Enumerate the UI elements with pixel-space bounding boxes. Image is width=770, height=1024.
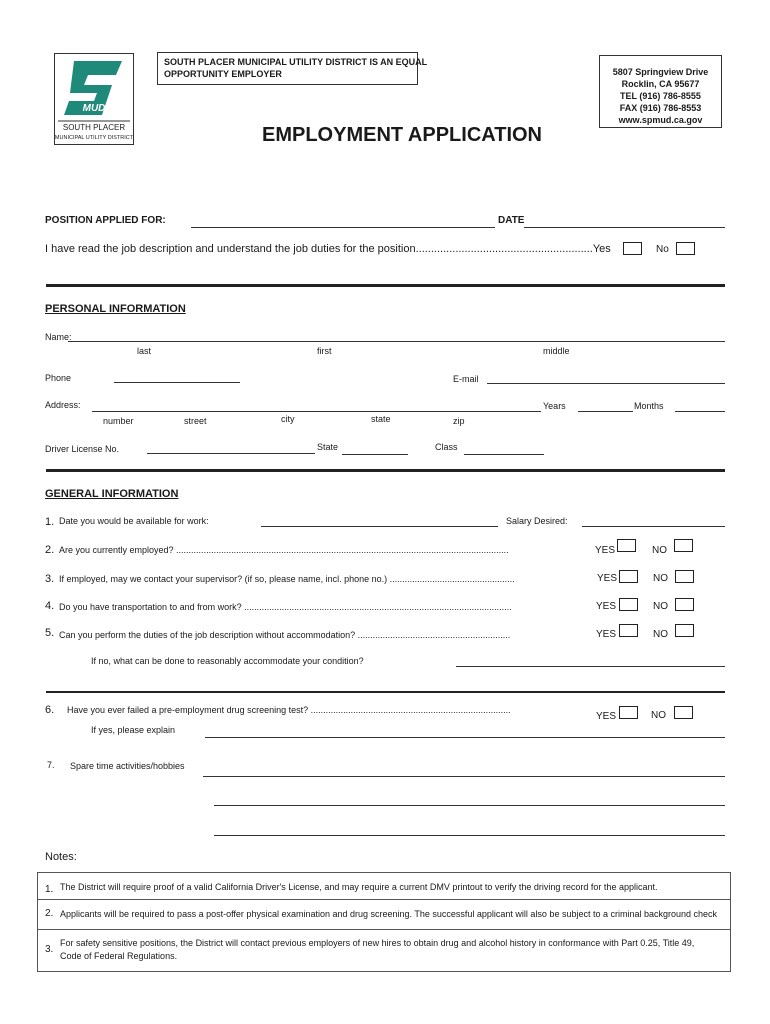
q6-number: 6. [45,704,55,716]
district-address-box [599,55,722,128]
note-3-text-line-1: For safety sensitive positions, the District will contact previous employers of new hires to obtain drug and alcohol history in conformance with Part 0.25, Title 49, [60,938,695,948]
years-label: Years [543,401,566,411]
q3-text: If employed, may we contact your supervisor? (if so, please name, incl. phone no.) .................................................. [59,574,515,584]
q2-yes-label: YES [595,545,616,556]
section-divider [46,284,725,287]
note-2-number: 2. [45,908,54,919]
accommodation-field[interactable] [456,666,725,667]
drug-test-explanation-field[interactable] [205,737,725,738]
q2-no-label: NO [652,545,667,556]
address-street-caption: street [184,416,207,426]
notes-label: Notes: [45,851,77,863]
q5-yes-checkbox[interactable] [619,624,638,637]
address-line-1: 5807 Springview Drive [612,67,709,77]
note-3-box [37,929,731,972]
q3-yes-checkbox[interactable] [619,570,638,583]
svg-text:SOUTH PLACER: SOUTH PLACER [62,123,126,132]
email-label: E-mail [453,374,479,384]
svg-text:MUNICIPAL UTILITY DISTRICT: MUNICIPAL UTILITY DISTRICT [54,135,134,141]
q6-no-label: NO [651,710,666,721]
q1-text: Date you would be available for work: [59,516,209,526]
page-title: EMPLOYMENT APPLICATION [262,124,542,146]
job-description-no-label: No [656,244,669,255]
eeo-statement-box [157,52,428,85]
position-label: POSITION APPLIED FOR: [45,215,166,226]
license-class-field[interactable] [464,454,544,455]
hobbies-field-1[interactable] [203,776,725,777]
district-logo [54,53,134,145]
q7-number: 7. [47,760,55,770]
license-state-field[interactable] [342,454,408,455]
q3-yes-label: YES [597,573,618,584]
address-city-caption: city [281,414,295,424]
q5-no-label: NO [653,629,668,640]
address-state-caption: state [371,414,391,424]
note-3-number: 3. [45,944,54,955]
q2-number: 2. [45,544,55,556]
q5-no-checkbox[interactable] [675,624,694,637]
personal-info-heading: PERSONAL INFORMATION [45,303,186,315]
job-description-yes-checkbox[interactable] [623,242,642,255]
telephone: TEL (916) 786-8555 [620,91,701,101]
q6-yes-label: YES [596,711,617,722]
q2-text: Are you currently employed? ..................................................................................................................................... [59,545,509,555]
q4-no-label: NO [653,601,668,612]
phone-field[interactable] [114,382,240,383]
months-field[interactable] [675,411,725,412]
salary-field[interactable] [582,526,725,527]
q4-number: 4. [45,600,55,612]
q3-no-label: NO [653,573,668,584]
name-middle-caption: middle [543,346,570,356]
q4-yes-checkbox[interactable] [619,598,638,611]
months-label: Months [634,401,664,411]
address-number-caption: number [103,416,134,426]
address-line-2: Rocklin, CA 95677 [621,79,700,89]
q4-no-checkbox[interactable] [675,598,694,611]
phone-label: Phone [45,373,72,383]
note-3-text-line-2: Code of Federal Regulations. [60,951,178,961]
hobbies-field-3[interactable] [214,835,725,836]
date-field[interactable] [524,227,725,228]
q2-no-checkbox[interactable] [674,539,693,552]
svg-text:MUD: MUD [82,103,106,114]
note-1-text: The District will require proof of a valid California Driver's License, and may require a current DMV printout to verify the driving record for the applicant. [60,882,658,892]
note-2-box [37,899,731,930]
available-date-field[interactable] [261,526,498,527]
salary-label: Salary Desired: [506,516,568,526]
job-description-statement: I have read the job description and understand the job duties for the position..........................................................Yes [45,243,611,255]
q3-no-checkbox[interactable] [675,570,694,583]
q5-followup: If no, what can be done to reasonably accommodate your condition? [91,656,364,666]
q6-followup: If yes, please explain [91,725,176,735]
general-info-heading: GENERAL INFORMATION [45,488,179,500]
address-field[interactable] [92,411,541,412]
q7-text: Spare time activities/hobbies [70,761,185,771]
q3-number: 3. [45,573,55,585]
name-last-caption: last [137,346,152,356]
q5-number: 5. [45,627,55,639]
years-field[interactable] [578,411,633,412]
website: www.spmud.ca.gov [618,115,703,125]
license-class-label: Class [435,442,458,452]
q6-yes-checkbox[interactable] [619,706,638,719]
name-first-caption: first [317,346,332,356]
job-description-no-checkbox[interactable] [676,242,695,255]
q1-number: 1. [45,516,55,528]
name-field[interactable] [68,341,725,342]
address-label: Address: [45,400,81,410]
q2-yes-checkbox[interactable] [617,539,636,552]
q5-yes-label: YES [596,629,617,640]
address-zip-caption: zip [453,416,465,426]
license-state-label: State [317,442,339,452]
q6-no-checkbox[interactable] [674,706,693,719]
q5-text: Can you perform the duties of the job description without accommodation? ............................................................. [59,630,511,640]
q6-text: Have you ever failed a pre-employment drug screening test? ................................................................................ [67,705,511,715]
fax: FAX (916) 786-8553 [619,103,702,113]
name-label: Name: [45,332,72,342]
q4-yes-label: YES [596,601,617,612]
note-2-text: Applicants will be required to pass a post-offer physical examination and drug screening. The successful applicant will also be subject to a criminal background check [60,909,718,919]
date-label: DATE [498,215,525,226]
note-1-box [37,872,731,900]
eeo-line-2: OPPORTUNITY EMPLOYER [164,69,282,79]
position-field[interactable] [191,227,495,228]
email-field[interactable] [487,383,725,384]
q4-text: Do you have transportation to and from work? ........................................................................................................... [59,602,512,612]
driver-license-label: Driver License No. [45,444,120,454]
eeo-line-1: SOUTH PLACER MUNICIPAL UTILITY DISTRICT IS AN EQUAL [164,57,428,67]
note-1-number: 1. [45,884,54,895]
section-divider [46,469,725,472]
section-divider [46,691,725,693]
driver-license-field[interactable] [147,453,315,454]
hobbies-field-2[interactable] [214,805,725,806]
